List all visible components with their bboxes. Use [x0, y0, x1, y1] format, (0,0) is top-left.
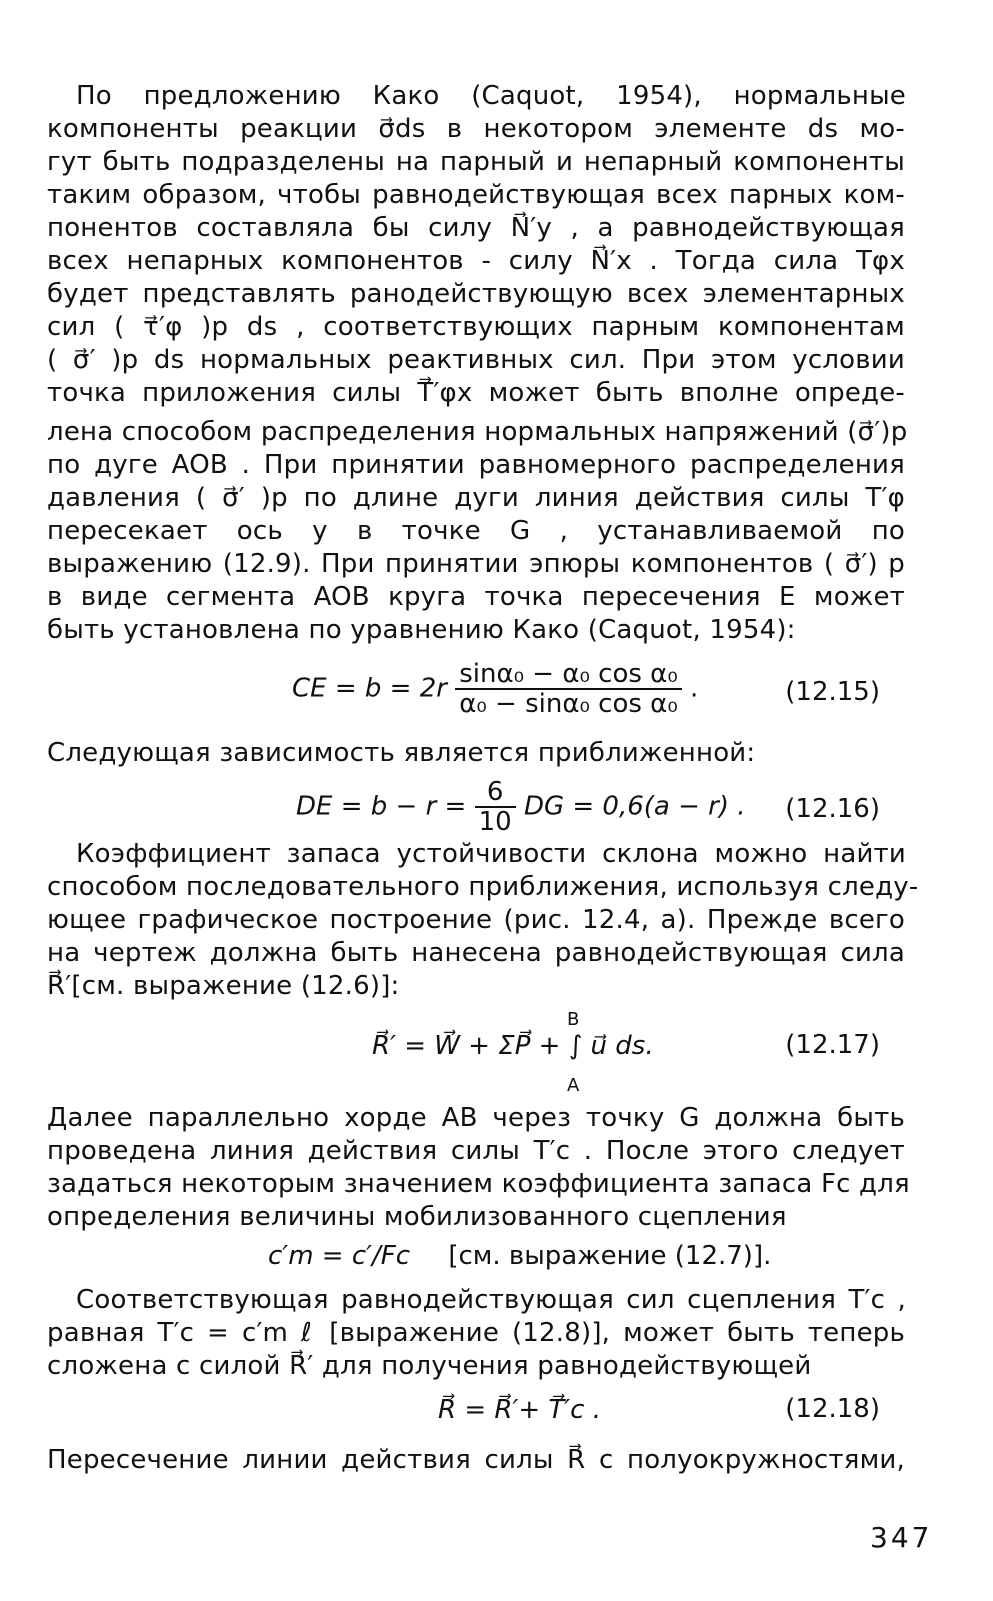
text-line: задаться некоторым значением коэффициента запаса Fc для: [47, 1169, 910, 1199]
equation-body: c′m = c′/Fc: [268, 1241, 411, 1271]
text-line: ющее графическое построение (рис. 12.4, а). Прежде всего: [47, 905, 905, 935]
text-line: в виде сегмента AOB круга точка пересечения E может: [47, 582, 905, 612]
equation-12-15: [292, 660, 698, 718]
text-line: По предложению Како (Caquot, 1954), нормальные: [76, 81, 906, 111]
equation-lhs: DE = b − r =: [296, 791, 467, 822]
text-line: способом последовательного приближения, используя следу-: [47, 872, 919, 902]
equation-12-17: [372, 1030, 654, 1062]
text-line: Следующая зависимость является приближенной:: [47, 738, 756, 768]
text-line: давления ( σ⃗′ )p по длине дуги линия действия силы T′φ: [47, 483, 905, 513]
equation-number: (12.17): [785, 1030, 880, 1060]
equation-mobilized-cohesion: [268, 1240, 771, 1272]
equation-body: R⃗′ = W⃗ + ΣP⃗ + ∫ u⃗ ds.: [372, 1031, 654, 1061]
fraction-denominator: α₀ − sinα₀ cos α₀: [459, 689, 678, 719]
text-line: понентов составляла бы силу N⃗′y , а равнодействующая: [47, 213, 905, 243]
equation-number: (12.15): [785, 677, 880, 707]
fraction-numerator: sinα₀ − α₀ cos α₀: [455, 660, 682, 690]
text-line: сложена с силой R⃗′ для получения равнодействующей: [47, 1351, 812, 1381]
text-line: проведена линия действия силы T′c . После этого следует: [47, 1136, 905, 1166]
equation-12-16: [296, 778, 746, 836]
text-line: будет представлять ранодействующую всех элементарных: [47, 279, 905, 309]
text-line: ( σ⃗′ )p ds нормальных реактивных сил. При этом условии: [47, 345, 905, 375]
integral-lower-limit: A: [567, 1075, 580, 1096]
text-line: Соответствующая равнодействующая сил сцепления T′c ,: [76, 1285, 906, 1315]
equation-reference: [см. выражение (12.7)].: [448, 1241, 772, 1271]
fraction-numerator: 6: [475, 778, 516, 808]
equation-fraction: [455, 660, 682, 718]
text-line: компоненты реакции σ⃗ds в некотором элементе ds мо-: [47, 114, 905, 144]
equation-lhs: CE = b = 2r: [292, 673, 447, 704]
fraction-denominator: 10: [478, 807, 512, 837]
text-line: лена способом распределения нормальных напряжений (σ⃗′)p: [47, 417, 908, 447]
text-line: Пересечение линии действия силы R⃗ с полуокружностями,: [47, 1445, 905, 1475]
text-line: сил ( τ⃗′φ )p ds , соответствующих парным компонентам: [47, 312, 905, 342]
equation-tail: .: [690, 673, 699, 704]
integral-upper-limit: B: [567, 1009, 580, 1030]
text-line: гут быть подразделены на парный и непарный компоненты: [47, 147, 905, 177]
equation-number: (12.16): [785, 794, 880, 824]
text-line: на чертеж должна быть нанесена равнодействующая сила: [47, 938, 905, 968]
text-line: пересекает ось y в точке G , устанавливаемой по: [47, 516, 905, 546]
text-line: таким образом, чтобы равнодействующая всех парных ком-: [47, 180, 905, 210]
equation-rhs: DG = 0,6(a − r) .: [523, 791, 746, 822]
text-line: Далее параллельно хорде AB через точку G должна быть: [47, 1103, 905, 1133]
text-line: точка приложения силы T⃗′φx может быть вполне опреде-: [47, 378, 905, 408]
text-line: выражению (12.9). При принятии эпюры компонентов ( σ⃗′) p: [47, 549, 905, 579]
text-line: быть установлена по уравнению Како (Caquot, 1954):: [47, 615, 796, 645]
text-line: равная T′c = c′m ℓ [выражение (12.8)], может быть теперь: [47, 1318, 905, 1348]
equation-number: (12.18): [785, 1394, 880, 1424]
equation-fraction: [475, 778, 516, 836]
equation-body: R⃗ = R⃗′+ T⃗′c .: [438, 1395, 602, 1425]
text-line: определения величины мобилизованного сцепления: [47, 1202, 787, 1232]
text-line: R⃗′[см. выражение (12.6)]:: [47, 971, 400, 1001]
text-line: всех непарных компонентов - силу N⃗′x . Тогда сила Tφx: [47, 246, 905, 276]
page-number: 347: [870, 1521, 933, 1554]
text-line: Коэффициент запаса устойчивости склона можно найти: [76, 839, 906, 869]
text-line: по дуге AOB . При принятии равномерного распределения: [47, 450, 905, 480]
equation-12-18: [438, 1394, 601, 1426]
